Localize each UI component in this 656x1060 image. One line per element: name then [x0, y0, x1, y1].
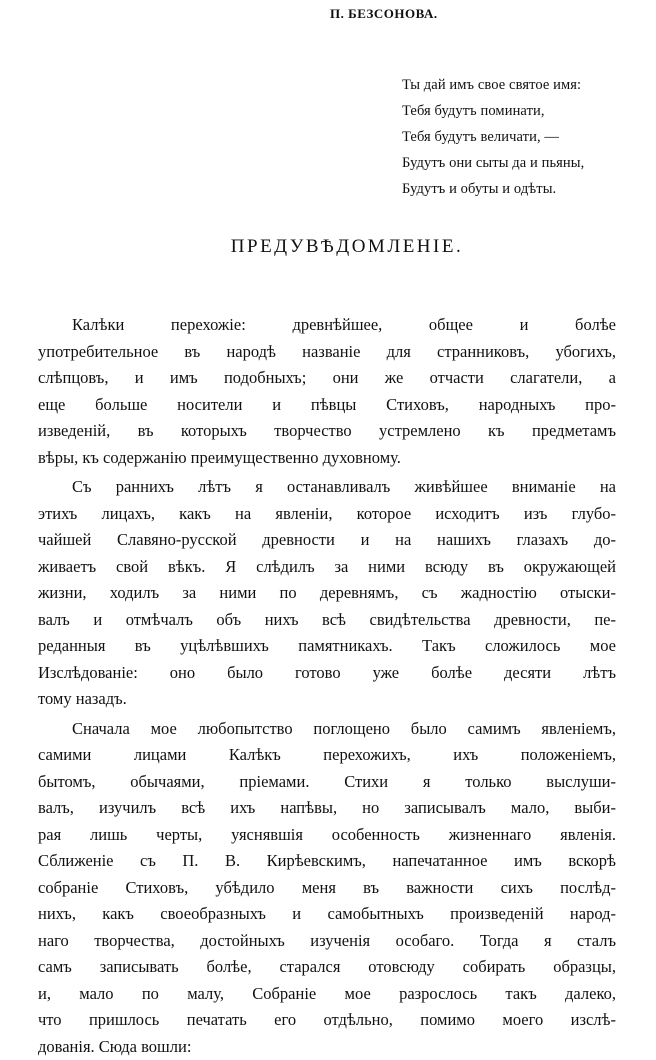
text-line: наго творчества, достойныхъ изученія особаго. Тогда я сталъ [38, 928, 616, 955]
epigraph-line: Тебя будутъ величати, — [402, 124, 652, 150]
text-line: Сближеніе съ П. В. Кирѣевскимъ, напечатанное имъ вскорѣ [38, 848, 616, 875]
text-line: Съ раннихъ лѣтъ я останавливалъ живѣйшее вниманіе на [38, 474, 616, 501]
text-line: бытомъ, обычаями, пріемами. Стихи я только выслуши- [38, 769, 616, 796]
text-line: изведеній, въ которыхъ творчество устремлено къ предметамъ [38, 418, 616, 445]
epigraph-line: Будутъ и обуты и одѣты. [402, 176, 652, 202]
text-line: Калѣки перехожіе: древнѣйшее, общее и болѣе [38, 312, 616, 339]
epigraph-line: Тебя будутъ поминати, [402, 98, 652, 124]
text-line: самъ записывать болѣе, старался отовсюду собирать образцы, [38, 954, 616, 981]
text-line: самими лицами Калѣкъ перехожихъ, ихъ положеніемъ, [38, 742, 616, 769]
text-line: Изслѣдованіе: оно было готово уже болѣе десяти лѣтъ [38, 660, 616, 687]
text-line: реданныя въ уцѣлѣвшихъ памятникахъ. Такъ сложилось мое [38, 633, 616, 660]
epigraph-line: Будутъ они сыты да и пьяны, [402, 150, 652, 176]
epigraph [402, 72, 652, 202]
text-line: тому назадъ. [38, 686, 616, 713]
epigraph-line: Ты дай имъ свое святое имя: [402, 72, 652, 98]
text-line: что пришлось печатать его отдѣльно, помимо моего изслѣ- [38, 1007, 616, 1034]
running-head: П. БЕЗСОНОВА. [330, 6, 438, 22]
text-line: жизни, ходилъ за ними по деревнямъ, съ жадностію отыски- [38, 580, 616, 607]
text-line: этихъ лицахъ, какъ на явленіи, которое исходитъ изъ глубо- [38, 501, 616, 528]
text-line: валъ, изучилъ всѣ ихъ напѣвы, но записывалъ мало, выби- [38, 795, 616, 822]
text-line: валъ и отмѣчалъ объ нихъ всѣ свидѣтельства древности, пе- [38, 607, 616, 634]
body-text [38, 312, 616, 1060]
text-line: Сначала мое любопытство поглощено было самимъ явленіемъ, [38, 716, 616, 743]
text-line: дованія. Сюда вошли: [38, 1034, 616, 1060]
text-line: собраніе Стиховъ, убѣдило меня въ важности сихъ послѣд- [38, 875, 616, 902]
text-line: нихъ, какъ своеобразныхъ и самобытныхъ произведеній народ- [38, 901, 616, 928]
text-line: слѣпцовъ, и имъ подобныхъ; они же отчасти слагатели, а [38, 365, 616, 392]
text-line: вѣры, къ содержанію преимущественно духовному. [38, 445, 616, 472]
text-line: рая лишь черты, уяснявшія особенность жизненнаго явленія. [38, 822, 616, 849]
text-line: живаетъ свой вѣкъ. Я слѣдилъ за ними всюду въ окружающей [38, 554, 616, 581]
text-line: и, мало по малу, Собраніе мое разрослось такъ далеко, [38, 981, 616, 1008]
text-line: чайшей Славяно-русской древности и на нашихъ глазахъ до- [38, 527, 616, 554]
text-line: употребительное въ народѣ названіе для странниковъ, убогихъ, [38, 339, 616, 366]
text-line: еще больше носители и пѣвцы Стиховъ, народныхъ про- [38, 392, 616, 419]
section-heading: ПРЕДУВѢДОМЛЕНІЕ. [0, 236, 656, 258]
